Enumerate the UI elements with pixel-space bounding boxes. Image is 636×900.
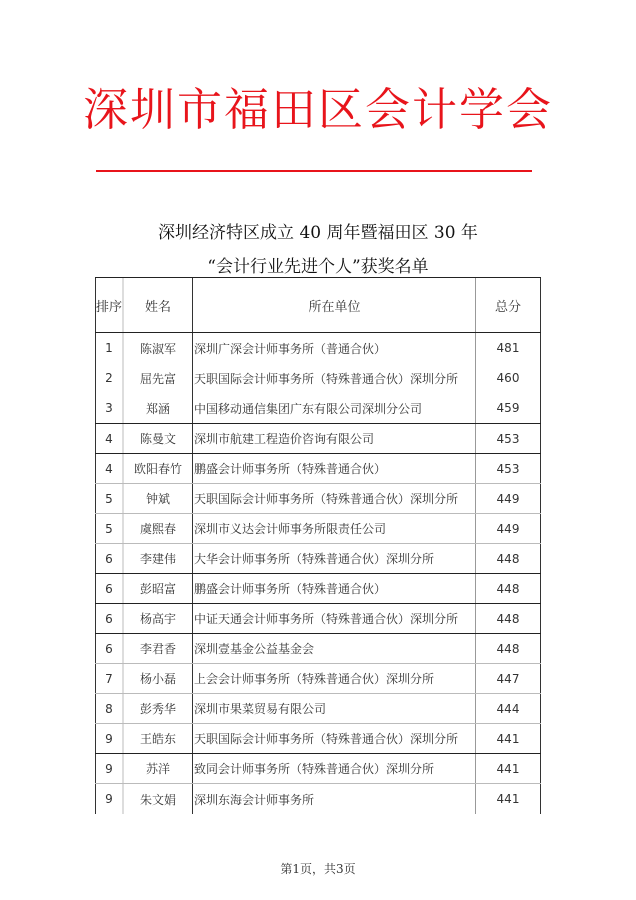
name-cell: 彭秀华 bbox=[124, 694, 193, 723]
unit-cell: 深圳东海会计师事务所 bbox=[193, 784, 476, 814]
rank-cell: 7 bbox=[95, 664, 124, 693]
unit-cell: 天职国际会计师事务所（特殊普通合伙）深圳分所 bbox=[193, 363, 476, 393]
rank-cell: 6 bbox=[95, 544, 124, 573]
rank-cell: 2 bbox=[95, 363, 124, 393]
table-row bbox=[95, 393, 541, 424]
unit-cell: 天职国际会计师事务所（特殊普通合伙）深圳分所 bbox=[193, 724, 476, 753]
column-header-name: 姓名 bbox=[124, 278, 193, 332]
rank-cell: 9 bbox=[95, 724, 124, 753]
table-row bbox=[95, 664, 541, 694]
unit-cell: 中证天通会计师事务所（特殊普通合伙）深圳分所 bbox=[193, 604, 476, 633]
score-cell: 459 bbox=[476, 393, 541, 423]
score-cell: 441 bbox=[476, 724, 541, 753]
table-row bbox=[95, 454, 541, 484]
name-cell: 陈淑军 bbox=[124, 333, 193, 363]
name-cell: 苏洋 bbox=[124, 754, 193, 783]
score-cell: 481 bbox=[476, 333, 541, 363]
rank-cell: 3 bbox=[95, 393, 124, 423]
unit-cell: 致同会计师事务所（特殊普通合伙）深圳分所 bbox=[193, 754, 476, 783]
unit-cell: 天职国际会计师事务所（特殊普通合伙）深圳分所 bbox=[193, 484, 476, 513]
rank-cell: 6 bbox=[95, 574, 124, 603]
unit-cell: 鹏盛会计师事务所（特殊普通合伙） bbox=[193, 454, 476, 483]
table-row bbox=[95, 574, 541, 604]
table-header-row bbox=[95, 277, 541, 333]
unit-cell: 大华会计师事务所（特殊普通合伙）深圳分所 bbox=[193, 544, 476, 573]
table-row bbox=[95, 694, 541, 724]
score-cell: 460 bbox=[476, 363, 541, 393]
table-row bbox=[95, 333, 541, 363]
score-cell: 441 bbox=[476, 784, 541, 814]
score-cell: 449 bbox=[476, 484, 541, 513]
table-row bbox=[95, 784, 541, 814]
organization-title: 深圳市福田区会计学会 bbox=[82, 83, 553, 136]
name-cell: 欧阳春竹 bbox=[124, 454, 193, 483]
unit-cell: 深圳市航建工程造价咨询有限公司 bbox=[193, 424, 476, 453]
unit-cell: 上会会计师事务所（特殊普通合伙）深圳分所 bbox=[193, 664, 476, 693]
score-cell: 448 bbox=[476, 604, 541, 633]
table-row bbox=[95, 424, 541, 454]
table-row bbox=[95, 484, 541, 514]
name-cell: 虞熙春 bbox=[124, 514, 193, 543]
unit-cell: 深圳市果菜贸易有限公司 bbox=[193, 694, 476, 723]
rank-cell: 6 bbox=[95, 604, 124, 633]
table-row bbox=[95, 363, 541, 393]
score-cell: 448 bbox=[476, 574, 541, 603]
column-header-unit: 所在单位 bbox=[193, 278, 476, 332]
score-cell: 447 bbox=[476, 664, 541, 693]
table-row bbox=[95, 604, 541, 634]
name-cell: 屈先富 bbox=[124, 363, 193, 393]
unit-cell: 鹏盛会计师事务所（特殊普通合伙） bbox=[193, 574, 476, 603]
name-cell: 杨小磊 bbox=[124, 664, 193, 693]
rank-cell: 9 bbox=[95, 784, 124, 814]
name-cell: 王皓东 bbox=[124, 724, 193, 753]
name-cell: 钟斌 bbox=[124, 484, 193, 513]
rank-cell: 1 bbox=[95, 333, 124, 363]
score-cell: 453 bbox=[476, 424, 541, 453]
name-cell: 杨高宇 bbox=[124, 604, 193, 633]
page-indicator: 第1页，共3页 bbox=[280, 862, 356, 876]
red-divider bbox=[96, 170, 532, 172]
name-cell: 陈曼文 bbox=[124, 424, 193, 453]
rank-cell: 8 bbox=[95, 694, 124, 723]
table-row bbox=[95, 634, 541, 664]
name-cell: 朱文娟 bbox=[124, 784, 193, 814]
rank-cell: 4 bbox=[95, 424, 124, 453]
unit-cell: 深圳广深会计师事务所（普通合伙） bbox=[193, 333, 476, 363]
unit-cell: 中国移动通信集团广东有限公司深圳分公司 bbox=[193, 393, 476, 423]
unit-cell: 深圳壹基金公益基金会 bbox=[193, 634, 476, 663]
column-header-score: 总分 bbox=[476, 278, 541, 332]
rank-cell: 9 bbox=[95, 754, 124, 783]
table-row bbox=[95, 514, 541, 544]
award-table bbox=[95, 277, 541, 814]
table-row bbox=[95, 724, 541, 754]
document-title-line-1: 深圳经济特区成立 40 周年暨福田区 30 年 bbox=[158, 223, 478, 243]
column-header-rank: 排序 bbox=[95, 278, 124, 332]
rank-cell: 4 bbox=[95, 454, 124, 483]
score-cell: 441 bbox=[476, 754, 541, 783]
rank-cell: 6 bbox=[95, 634, 124, 663]
score-cell: 449 bbox=[476, 514, 541, 543]
score-cell: 453 bbox=[476, 454, 541, 483]
name-cell: 李君香 bbox=[124, 634, 193, 663]
name-cell: 郑涵 bbox=[124, 393, 193, 423]
rank-cell: 5 bbox=[95, 514, 124, 543]
table-row bbox=[95, 544, 541, 574]
score-cell: 448 bbox=[476, 634, 541, 663]
name-cell: 彭昭富 bbox=[124, 574, 193, 603]
name-cell: 李建伟 bbox=[124, 544, 193, 573]
table-row bbox=[95, 754, 541, 784]
score-cell: 444 bbox=[476, 694, 541, 723]
document-title-line-2: “会计行业先进个人”获奖名单 bbox=[207, 257, 429, 277]
unit-cell: 深圳市义达会计师事务所限责任公司 bbox=[193, 514, 476, 543]
score-cell: 448 bbox=[476, 544, 541, 573]
rank-cell: 5 bbox=[95, 484, 124, 513]
